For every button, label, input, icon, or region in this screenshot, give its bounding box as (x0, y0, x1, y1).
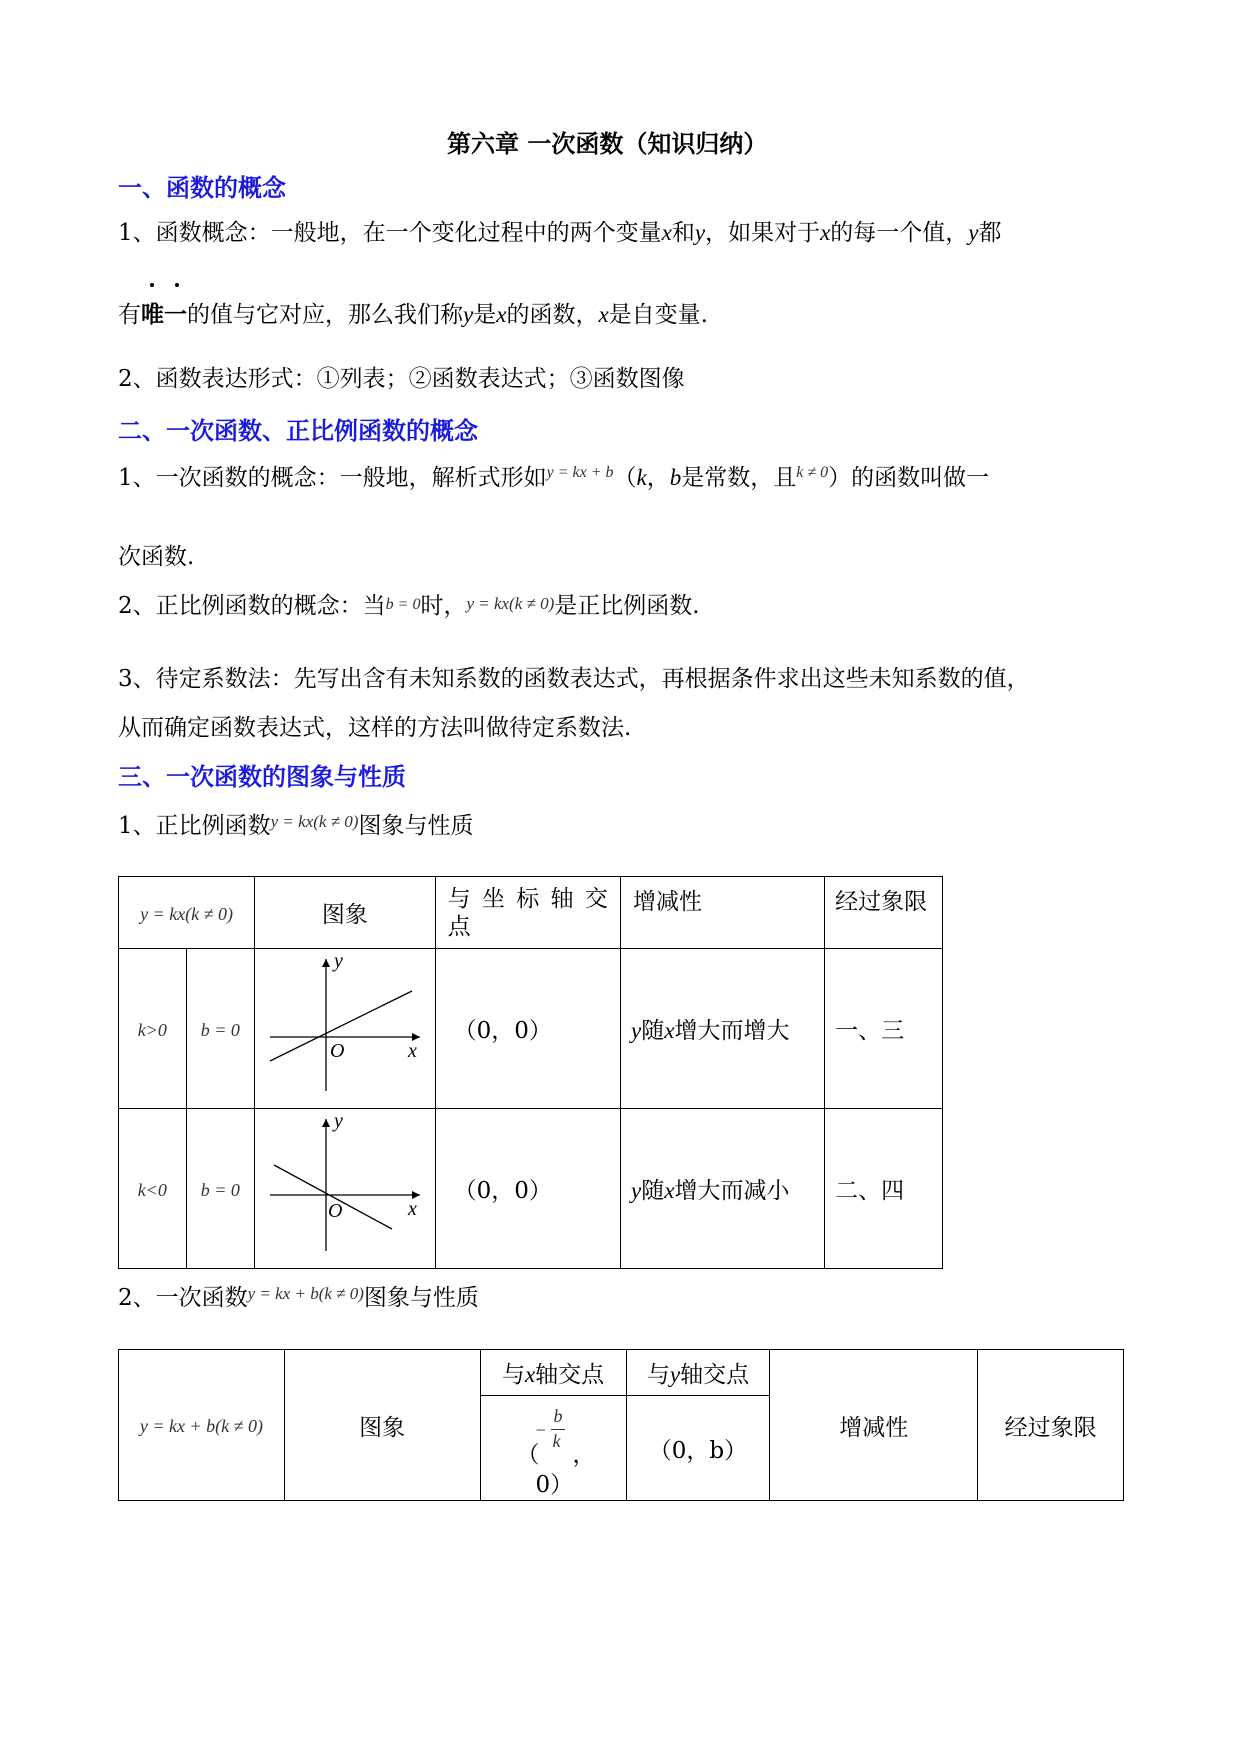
var-x: x (664, 1178, 675, 1203)
emphasized-text: 唯一 (141, 301, 187, 328)
header-graph: 图象 (255, 877, 436, 949)
text: 增大而增大 (674, 1018, 790, 1044)
text: 图象与性质 (363, 1285, 479, 1311)
text: 随 (641, 1018, 665, 1044)
text: 轴交点 (680, 1362, 750, 1388)
origin-label: O (329, 1039, 345, 1062)
cell-quadrants: 一、三 (825, 949, 943, 1109)
s1-paragraph-2: 2、函数表达形式：①列表；②函数表达式；③函数图像 (118, 366, 685, 392)
text: 都 (978, 220, 1002, 246)
text: 的函数， (506, 302, 599, 328)
text: 1、函数概念：一般地，在一个变化过程中的两个变量 (118, 220, 662, 246)
text: 与 (501, 1362, 525, 1388)
var-x: x (496, 302, 507, 327)
text: 和 (671, 220, 695, 246)
s2-paragraph-3: 3、待定系数法：先写出含有未知系数的函数表达式，再根据条件求出这些未知系数的值， (118, 666, 1030, 692)
header-formula (119, 1350, 285, 1501)
formula: k ≠ 0 (796, 464, 829, 481)
cell-y-intercept-value: （0，b） (626, 1396, 770, 1501)
comma: ， (572, 1442, 596, 1468)
var-x: x (524, 1362, 536, 1387)
emphasis-dot (150, 283, 154, 287)
header-quadrants: 经过象限 (978, 1350, 1124, 1501)
cell-intersection: （0，0） (435, 949, 620, 1109)
axis-x-label: x (407, 1197, 417, 1220)
section-1-heading: 一、函数的概念 (118, 173, 286, 202)
origin-label: O (327, 1199, 343, 1222)
var-b: b (669, 465, 682, 490)
condition-b: b = 0 (200, 1179, 240, 1200)
table-2-caption (118, 1279, 479, 1312)
fraction-numerator: b (553, 1406, 563, 1426)
var-y: y (631, 1178, 642, 1203)
text: ）的函数叫做一 (828, 465, 990, 491)
cell-x-intercept-value (480, 1396, 626, 1501)
header-monotonicity: 增减性 (770, 1350, 978, 1501)
text: 随 (641, 1178, 665, 1204)
cell-b-condition (186, 949, 255, 1109)
text: 时， (420, 593, 467, 619)
var-k: k (636, 465, 647, 490)
axis-y-label: y (333, 1110, 343, 1132)
text: 图象与性质 (358, 813, 474, 839)
section-3-heading: 三、一次函数的图象与性质 (118, 762, 406, 791)
paren-close: 0） (535, 1472, 574, 1498)
formula: y = kx(k ≠ 0) (270, 812, 359, 831)
cell-intersection: （0，0） (435, 1109, 620, 1269)
text: ， (646, 465, 670, 491)
text: 2、一次函数 (118, 1285, 248, 1311)
text: 2、正比例函数的概念：当 (118, 593, 386, 619)
text: 增大而减小 (674, 1178, 790, 1204)
text: 与 (646, 1362, 670, 1388)
cell-monotonicity (621, 949, 825, 1109)
page-title: 第六章 一次函数（知识归纳） (447, 129, 768, 158)
header-formula (119, 877, 255, 949)
table-proportional-function (118, 876, 943, 1269)
header-graph: 图象 (284, 1350, 480, 1501)
paren-open: （ (516, 1442, 540, 1468)
text: （ (613, 465, 637, 491)
cell-k-condition (119, 949, 187, 1109)
var-x: x (664, 1018, 675, 1043)
s2-paragraph-3-cont: 从而确定函数表达式，这样的方法叫做待定系数法. (118, 715, 632, 741)
emphasis-dot (175, 283, 179, 287)
var-y: y (669, 1362, 681, 1387)
table-row (119, 949, 943, 1109)
condition-b: b = 0 (200, 1019, 240, 1040)
section-2-heading: 二、一次函数、正比例函数的概念 (118, 416, 478, 445)
table-1-caption (118, 807, 473, 840)
s2-paragraph-2 (118, 587, 700, 620)
formula: y = kx + b (546, 464, 614, 481)
cell-graph (255, 949, 436, 1109)
text: ，如果对于 (705, 220, 821, 246)
text: 轴交点 (535, 1362, 605, 1388)
text: 是常数，且 (681, 465, 797, 491)
axis-x-label: x (407, 1039, 417, 1062)
header-quadrants: 经过象限 (825, 877, 943, 949)
var-y: y (463, 302, 474, 327)
header-x-intercept (480, 1350, 626, 1396)
fraction-bar (551, 1429, 565, 1430)
text: 1、正比例函数 (118, 813, 271, 839)
header-y-intercept (626, 1350, 770, 1396)
formula: y = kx + b(k ≠ 0) (247, 1284, 364, 1303)
formula: y = kx(k ≠ 0) (140, 903, 234, 924)
header-monotonicity: 增减性 (621, 877, 825, 949)
graph-increasing-line (260, 951, 430, 1101)
table-linear-function (118, 1349, 1124, 1501)
text: 有 (118, 302, 141, 328)
cell-quadrants: 二、四 (825, 1109, 943, 1269)
cell-b-condition (186, 1109, 255, 1269)
graph-decreasing-line (260, 1111, 430, 1261)
var-y: y (968, 220, 979, 245)
cell-k-condition (119, 1109, 187, 1269)
condition-k: k<0 (137, 1179, 167, 1200)
table-header-row (119, 877, 943, 949)
text: 的值与它对应，那么我们称 (187, 302, 463, 328)
axis-y-label: y (333, 950, 343, 972)
header-axis-intersection: 与 坐 标 轴 交 点 (435, 877, 620, 949)
var-x: x (820, 220, 831, 245)
cell-monotonicity (621, 1109, 825, 1269)
s1-paragraph-1-cont (118, 296, 708, 329)
table-row (119, 1109, 943, 1269)
minus-sign: − (534, 1420, 547, 1440)
text: 是自变量. (608, 302, 708, 328)
formula: y = kx + b(k ≠ 0) (139, 1416, 263, 1436)
cell-graph (255, 1109, 436, 1269)
var-y: y (694, 220, 706, 245)
s2-paragraph-1-cont: 次函数. (118, 544, 195, 570)
s2-paragraph-1 (118, 459, 989, 492)
fraction-denominator: k (552, 1431, 561, 1451)
s1-paragraph-1 (118, 214, 1002, 247)
formula: b = 0 (385, 596, 421, 613)
var-x: x (598, 302, 609, 327)
var-x: x (661, 220, 672, 245)
formula: y = kx(k ≠ 0) (466, 594, 555, 613)
condition-k: k>0 (137, 1019, 167, 1040)
text: 的每一个值， (830, 220, 969, 246)
var-y: y (631, 1018, 642, 1043)
table-header-row (119, 1350, 1124, 1396)
text: 是正比例函数. (554, 593, 700, 619)
text: 1、一次函数的概念：一般地，解析式形如 (118, 465, 547, 491)
text: 是 (473, 302, 497, 328)
